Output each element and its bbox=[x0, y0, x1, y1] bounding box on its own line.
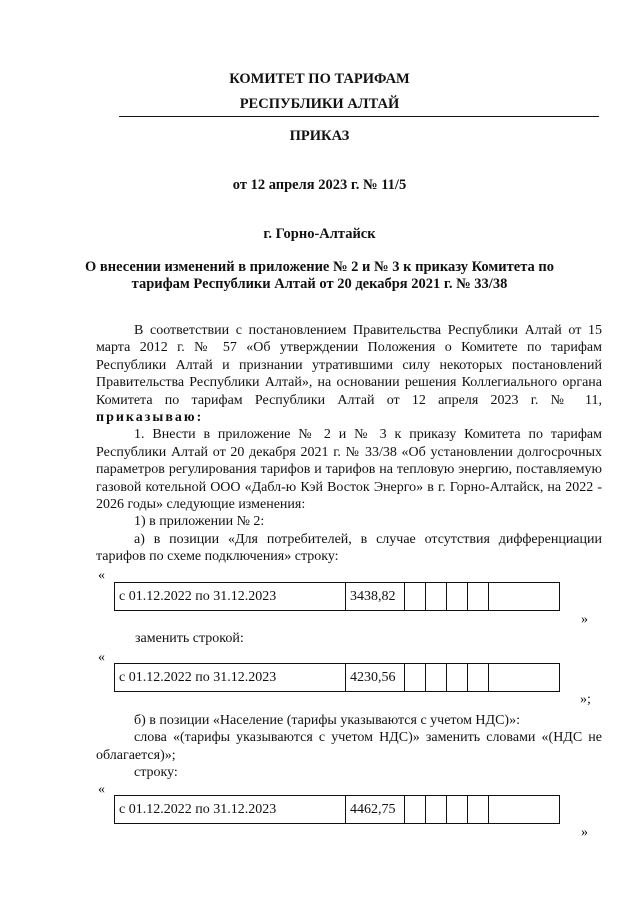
body-text bbox=[96, 322, 602, 566]
tariff-row-3 bbox=[114, 795, 560, 824]
close-quote-2: »; bbox=[580, 692, 591, 707]
city: г. Горно-Алтайск bbox=[263, 226, 376, 242]
close-quote-1: » bbox=[581, 612, 588, 627]
tariff-row-1 bbox=[114, 582, 560, 611]
empty-cell bbox=[468, 664, 489, 692]
empty-cell bbox=[447, 664, 468, 692]
sub1-paragraph: 1) в приложении № 2: bbox=[134, 514, 265, 530]
empty-cell bbox=[447, 796, 468, 824]
sub1b-line1: б) в позиции «Население (тарифы указываются с учетом НДС)»: bbox=[134, 713, 520, 728]
empty-cell bbox=[405, 796, 426, 824]
empty-cell bbox=[426, 583, 447, 611]
item1-paragraph: 1. Внести в приложение № 2 и № 3 к приказу Комитета по тарифам Республики Алтай от 20 декабря 2021 г. № 33/38 «Об установлении долгосрочных параметров регулирования тарифов и тарифов на тепловую энергию, поставляемую газовой котельной ООО «Дабл-ю Кэй Восток Энерго» в г. Горно-Алтайск, на 2022 - 2026 годы» следующие изменения: bbox=[96, 427, 602, 513]
row-value: 4230,56 bbox=[346, 664, 405, 692]
empty-cell bbox=[405, 583, 426, 611]
preamble-paragraph bbox=[96, 322, 602, 426]
empty-cell bbox=[447, 583, 468, 611]
empty-cell bbox=[489, 664, 560, 692]
empty-cell bbox=[489, 583, 560, 611]
sub1a-paragraph: а) в позиции «Для потребителей, в случае отсутствия дифференциации тарифов по схеме подключения» строку: bbox=[96, 531, 602, 565]
row-period: с 01.12.2022 по 31.12.2023 bbox=[115, 583, 346, 611]
empty-cell bbox=[426, 664, 447, 692]
committee-name-line1: КОМИТЕТ ПО ТАРИФАМ bbox=[229, 71, 410, 87]
open-quote-3: « bbox=[98, 782, 105, 797]
subject-line1: О внесении изменений в приложение № 2 и № 3 к приказу Комитета по bbox=[85, 259, 554, 275]
empty-cell bbox=[426, 796, 447, 824]
open-quote-1: « bbox=[98, 568, 105, 583]
date-number: от 12 апреля 2023 г. № 11/5 bbox=[232, 177, 407, 193]
row-value: 4462,75 bbox=[346, 796, 405, 824]
empty-cell bbox=[468, 583, 489, 611]
open-quote-2: « bbox=[98, 650, 105, 665]
committee-name-line2: РЕСПУБЛИКИ АЛТАЙ bbox=[239, 96, 400, 112]
line-label: строку: bbox=[134, 765, 178, 781]
tariff-row-2 bbox=[114, 663, 560, 692]
header-rule bbox=[119, 116, 599, 117]
row-value: 3438,82 bbox=[346, 583, 405, 611]
preamble-text: В соответствии с постановлением Правительства Республики Алтай от 15 марта 2012 г. № 57 «Об утверждении Положения о Комитете по тарифам Республики Алтай и признании утратившими силу некоторых постановлений Правительства Республики Алтай», на основании решения Коллегиального органа Комитета по тарифам Республики Алтай от 12 апреля 2023 г. № 11, bbox=[96, 323, 602, 408]
document-type: ПРИКАЗ bbox=[289, 128, 350, 144]
empty-cell bbox=[489, 796, 560, 824]
empty-cell bbox=[405, 664, 426, 692]
empty-cell bbox=[468, 796, 489, 824]
orders-word: приказываю: bbox=[96, 410, 204, 426]
close-quote-3: » bbox=[581, 825, 588, 840]
sub1b-words: слова «(тарифы указываются с учетом НДС)» заменить словами «(НДС не облагается)»; bbox=[96, 730, 602, 763]
replace-with-text: заменить строкой: bbox=[135, 631, 244, 646]
row-period: с 01.12.2022 по 31.12.2023 bbox=[115, 796, 346, 824]
row-period: с 01.12.2022 по 31.12.2023 bbox=[115, 664, 346, 692]
sub1b-block bbox=[96, 712, 602, 782]
subject-line2: тарифам Республики Алтай от 20 декабря 2021 г. № 33/38 bbox=[131, 276, 508, 292]
